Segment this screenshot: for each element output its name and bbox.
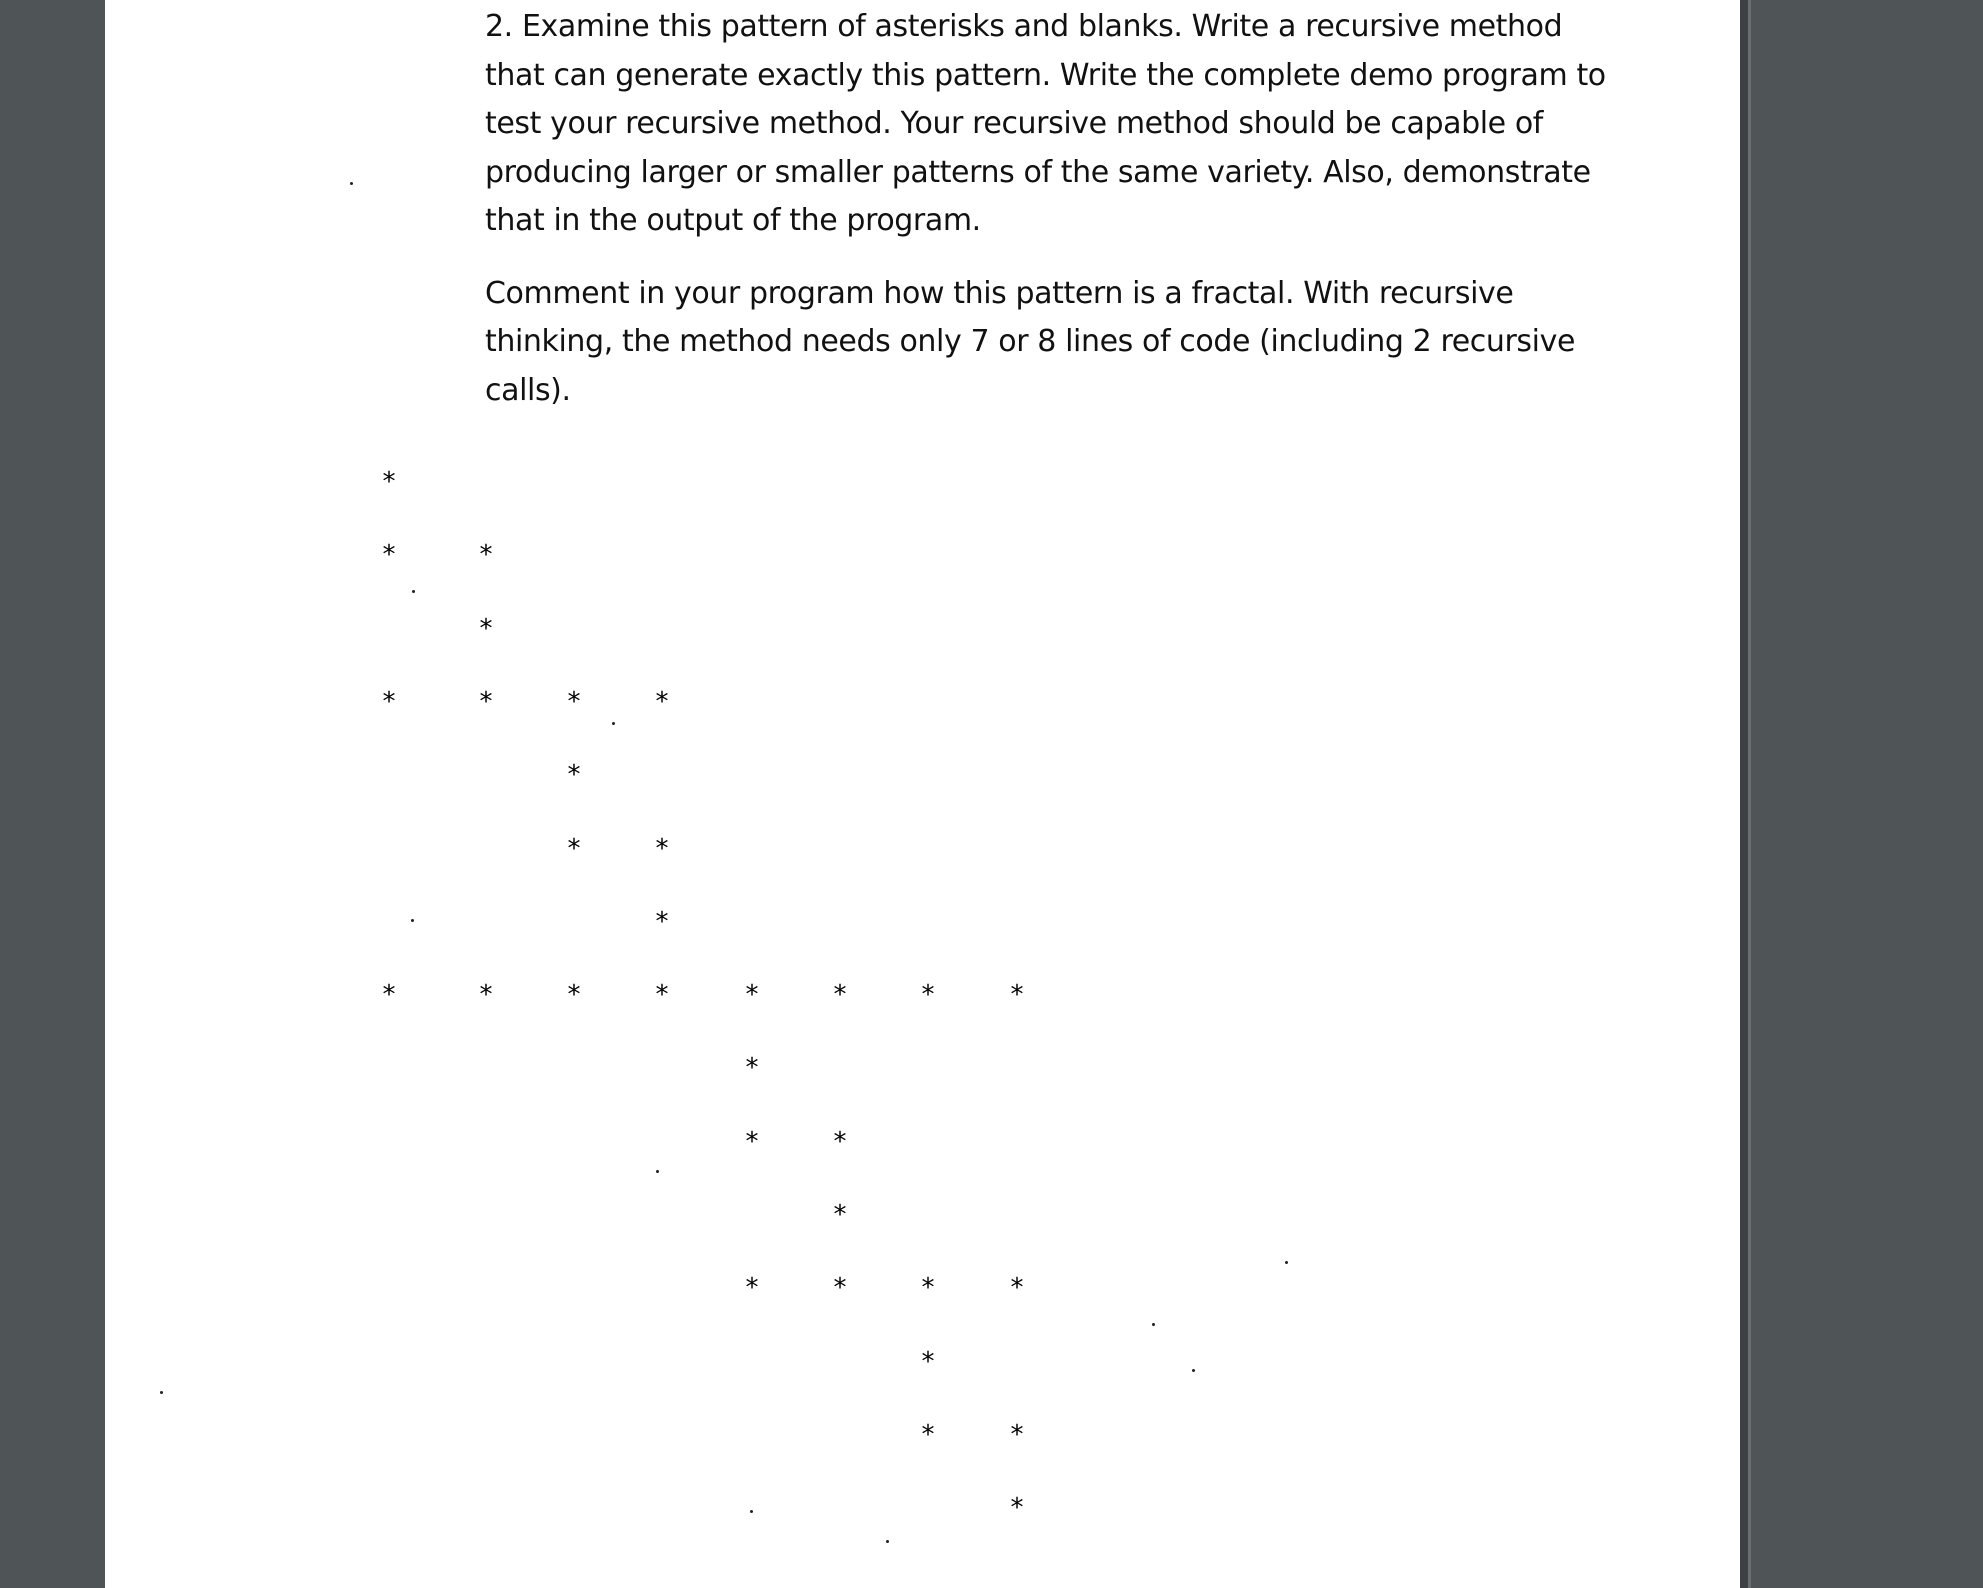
asterisk: *: [479, 613, 493, 644]
scan-speck: [886, 1540, 889, 1543]
asterisk: *: [833, 980, 847, 1011]
asterisk: *: [833, 1273, 847, 1304]
scan-speck: [411, 919, 414, 922]
scan-speck: [350, 182, 353, 185]
asterisk: *: [567, 833, 581, 864]
asterisk: *: [921, 1419, 935, 1450]
scan-speck: [160, 1391, 163, 1394]
scan-speck: [656, 1170, 659, 1173]
asterisk: *: [655, 980, 669, 1011]
asterisk: *: [745, 1126, 759, 1157]
asterisk: *: [382, 467, 396, 497]
asterisk: *: [1010, 1493, 1024, 1524]
page-edge-line: [1748, 0, 1751, 1588]
page-edge: [1740, 0, 1748, 1588]
asterisk: *: [921, 1273, 935, 1304]
asterisk: *: [479, 540, 493, 571]
asterisk: *: [833, 1126, 847, 1157]
scan-speck: [412, 590, 415, 593]
asterisk: *: [382, 686, 396, 717]
asterisk: *: [382, 980, 396, 1011]
asterisk: *: [833, 1200, 847, 1230]
asterisk: *: [921, 1346, 935, 1377]
asterisk: *: [1010, 980, 1024, 1011]
question-text: [485, 3, 1625, 415]
scan-speck: [612, 722, 615, 725]
asterisk: *: [479, 980, 493, 1011]
scan-speck: [1285, 1261, 1288, 1264]
document-page: [105, 0, 1740, 1588]
asterisk: *: [382, 540, 396, 571]
asterisk: *: [921, 980, 935, 1011]
asterisk: *: [745, 1053, 759, 1084]
asterisk: *: [1010, 1273, 1024, 1304]
asterisk: *: [745, 1273, 759, 1304]
scan-speck: [1152, 1323, 1155, 1326]
scan-speck: [1192, 1369, 1195, 1372]
asterisk: *: [655, 906, 669, 937]
asterisk: *: [567, 980, 581, 1011]
asterisk: *: [479, 686, 493, 717]
asterisk: *: [567, 686, 581, 717]
asterisk: *: [745, 980, 759, 1011]
asterisk: *: [1010, 1419, 1024, 1450]
question-paragraph-1: 2. Examine this pattern of asterisks and blanks. Write a recursive method that can generate exactly this pattern. Write the complete demo program to test your recursive method. Your recursive method should be capable of producing larger or smaller patterns of the same variety. Also, demonstrate that in the output of the program.: [485, 9, 1606, 238]
question-paragraph-2: Comment in your program how this pattern is a fractal. With recursive thinking, the method needs only 7 or 8 lines of code (including 2 recursive calls).: [485, 275, 1576, 408]
asterisk: *: [655, 686, 669, 717]
scan-speck: [750, 1510, 753, 1513]
asterisk: *: [567, 760, 581, 791]
asterisk: *: [655, 833, 669, 864]
